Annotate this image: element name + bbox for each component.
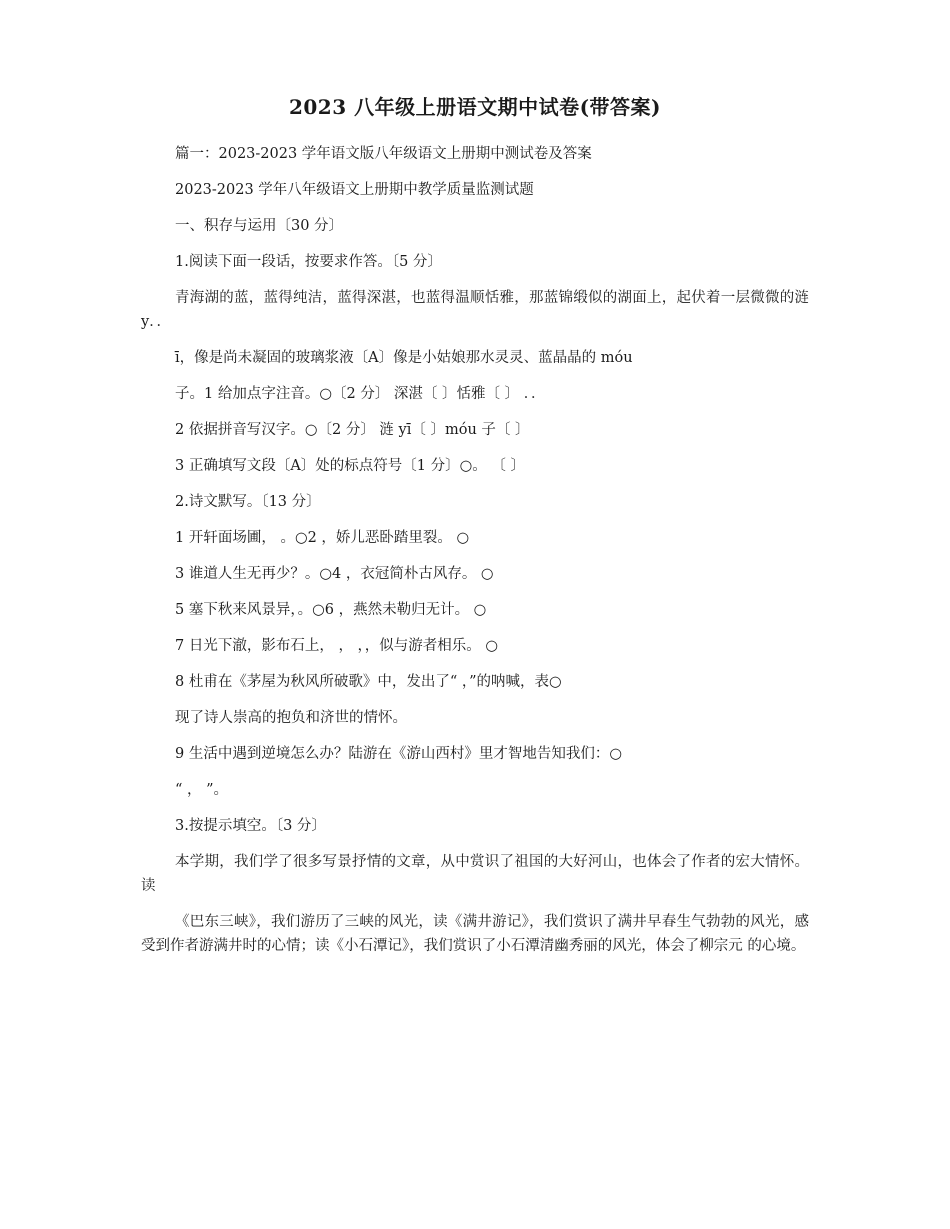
document-body [141, 142, 809, 970]
paragraph-poem-line-5: 5 塞下秋来风景异，。○6 ，燕然未勒归无计。 ○ [175, 602, 487, 618]
document-title: 2023 八年级上册语文期中试卷(带答案) [288, 95, 662, 119]
paragraph-fill-in-body: 《巴东三峡》，我们游历了三峡的风光，读《满井游记》，我们赏识了满井早春生气勃勃的风光，感受到作者游满井时的心情；读《小石潭记》，我们赏识了小石潭清幽秀丽的风光，体会了柳宗元 的心境。 [141, 914, 809, 954]
paragraph-poem-line-9-continued: “ ， ”。 [175, 782, 229, 798]
paragraph-section-one: 一、积存与运用〔30 分〕 [175, 218, 344, 234]
paragraph-poem-line-9: 9 生活中遇到逆境怎么办？陆游在《游山西村》里才智地告知我们：○ [175, 746, 622, 762]
paragraph-subquestion-2: 2 依据拼音写汉字。○〔2 分〕 涟 yī〔 〕móu 子〔 〕 [175, 422, 530, 438]
paragraph-poem-line-1: 1 开轩面场圃， 。○2 ，娇儿恶卧踏里裂。 ○ [175, 530, 470, 546]
paragraph-poem-line-7: 7 日光下澈，影布石上， ， ，，似与游者相乐。 ○ [175, 638, 499, 654]
paragraph-poem-line-8-continued: 现了诗人崇高的抱负和济世的情怀。 [175, 710, 407, 726]
paragraph-poem-line-3: 3 谁道人生无再少？。○4 ，衣冠简朴古风存。 ○ [175, 566, 494, 582]
paragraph-subquestion-3: 3 正确填写文段〔A〕处的标点符号〔1 分〕○。 〔 〕 [175, 458, 526, 474]
paragraph-poem-line-8: 8 杜甫在《茅屋为秋风所破歌》中，发出了“ ，”的呐喊，表○ [175, 674, 562, 690]
paragraph-question-2: 2.诗文默写。〔13 分〕 [175, 494, 321, 510]
paragraph-question-1: 1.阅读下面一段话，按要求作答。〔5 分〕 [175, 254, 442, 270]
paragraph-subquestion-1: 子。1 给加点字注音。○〔2 分〕 深湛〔 〕恬雅〔 〕 ．． [175, 386, 546, 402]
paragraph-exam-subtitle: 2023-2023 学年八年级语文上册期中教学质量监测试题 [175, 182, 534, 198]
paragraph-passage-continued: ī，像是尚未凝固的玻璃浆液〔A〕像是小姑娘那水灵灵、蓝晶晶的 móu [175, 350, 633, 366]
paragraph-reading-passage: 青海湖的蓝，蓝得纯洁，蓝得深湛，也蓝得温顺恬雅，那蓝锦缎似的湖面上，起伏着一层微微的涟 y．． [141, 290, 809, 330]
paragraph-source-heading: 篇一：2023-2023 学年语文版八年级语文上册期中测试卷及答案 [175, 146, 592, 162]
paragraph-fill-in-intro: 本学期，我们学了很多写景抒情的文章，从中赏识了祖国的大好河山，也体会了作者的宏大情怀。读 [141, 854, 809, 894]
paragraph-question-3: 3.按提示填空。〔3 分〕 [175, 818, 326, 834]
